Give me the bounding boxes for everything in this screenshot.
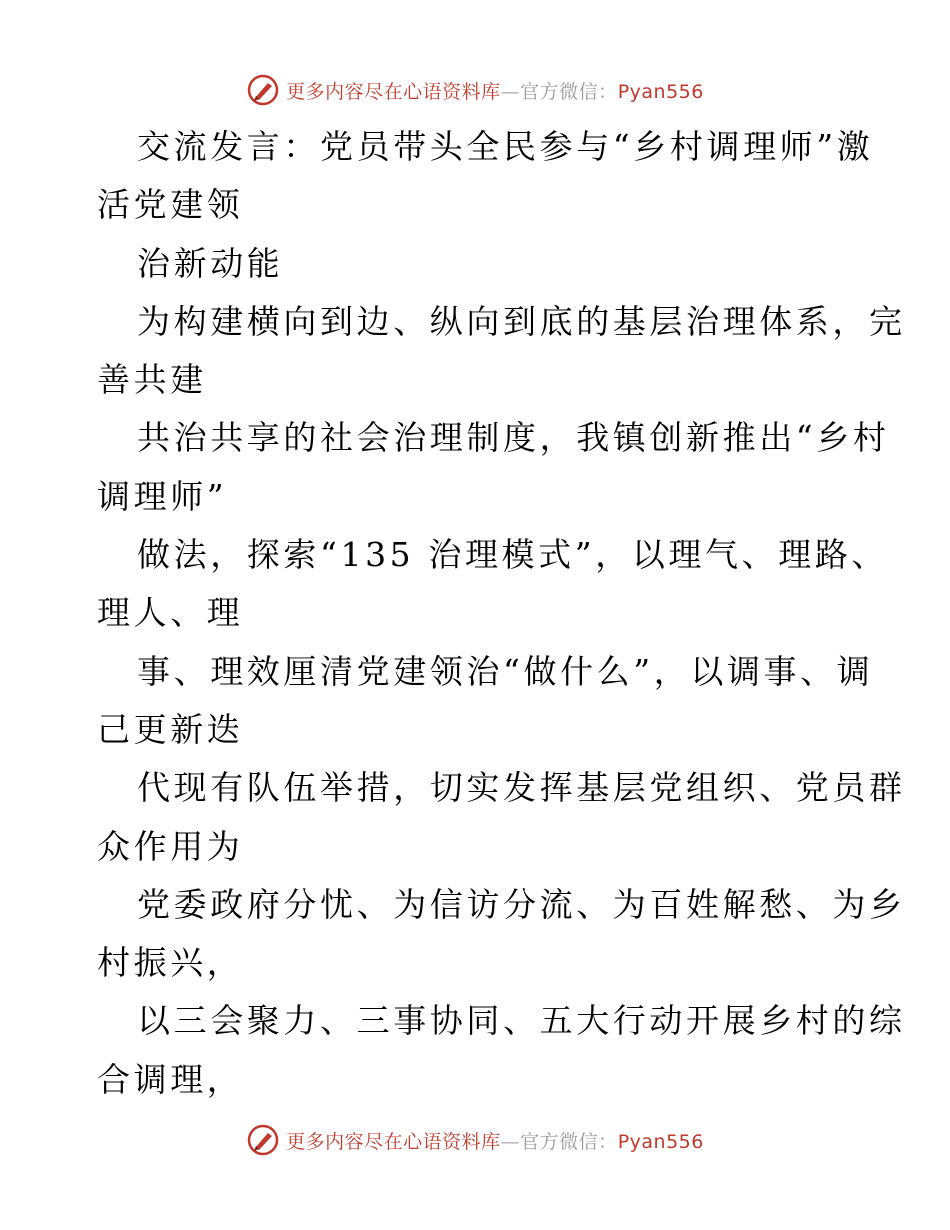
banner-wechat-label: 官方微信： — [520, 1130, 618, 1153]
text-line: 以三会聚力、三事协同、五大行动开展乡村的综 — [137, 1001, 906, 1041]
document-body — [97, 118, 906, 1109]
text-line: 交流发言：党员带头全民参与“乡村调理师”激 — [137, 127, 874, 166]
text-line: 事、理效厘清党建领治“做什么”，以调事、调 — [137, 651, 874, 691]
banner-wechat-id: Pyan556 — [617, 80, 704, 103]
text-line: 善共建 — [97, 360, 207, 400]
text-line: 共治共享的社会治理制度，我镇创新推出“乡村 — [137, 418, 890, 458]
header-banner — [0, 70, 950, 110]
banner-text — [286, 77, 704, 104]
text-line: 党委政府分忧、为信访分流、为百姓解愁、为乡 — [137, 884, 906, 924]
banner-dash: — — [500, 80, 521, 103]
banner-dash: — — [500, 1130, 521, 1153]
banner-red-text: 更多内容尽在心语资料库 — [286, 1130, 501, 1153]
text-line: 众作用为 — [97, 826, 244, 866]
pen-logo-icon — [246, 1123, 280, 1157]
text-line: 合调理， — [97, 1059, 244, 1099]
text-line: 己更新迭 — [97, 709, 244, 749]
text-line: 理人、理 — [97, 593, 244, 633]
text-line: 代现有队伍举措，切实发挥基层党组织、党员群 — [137, 768, 906, 808]
banner-wechat-id: Pyan556 — [617, 1130, 704, 1153]
banner-wechat-label: 官方微信： — [520, 80, 618, 103]
text-line: 为构建横向到边、纵向到底的基层治理体系，完 — [137, 301, 906, 341]
text-line: 村振兴， — [97, 943, 244, 983]
footer-banner — [0, 1120, 950, 1160]
text-line: 活党建领 — [97, 185, 244, 225]
banner-red-text: 更多内容尽在心语资料库 — [286, 80, 501, 103]
text-line: 调理师” — [97, 476, 228, 516]
banner-text — [286, 1127, 704, 1154]
text-line: 做法，探索“135 治理模式”，以理气、理路、 — [137, 535, 889, 575]
pen-logo-icon — [246, 73, 280, 107]
text-line: 治新动能 — [137, 243, 284, 283]
